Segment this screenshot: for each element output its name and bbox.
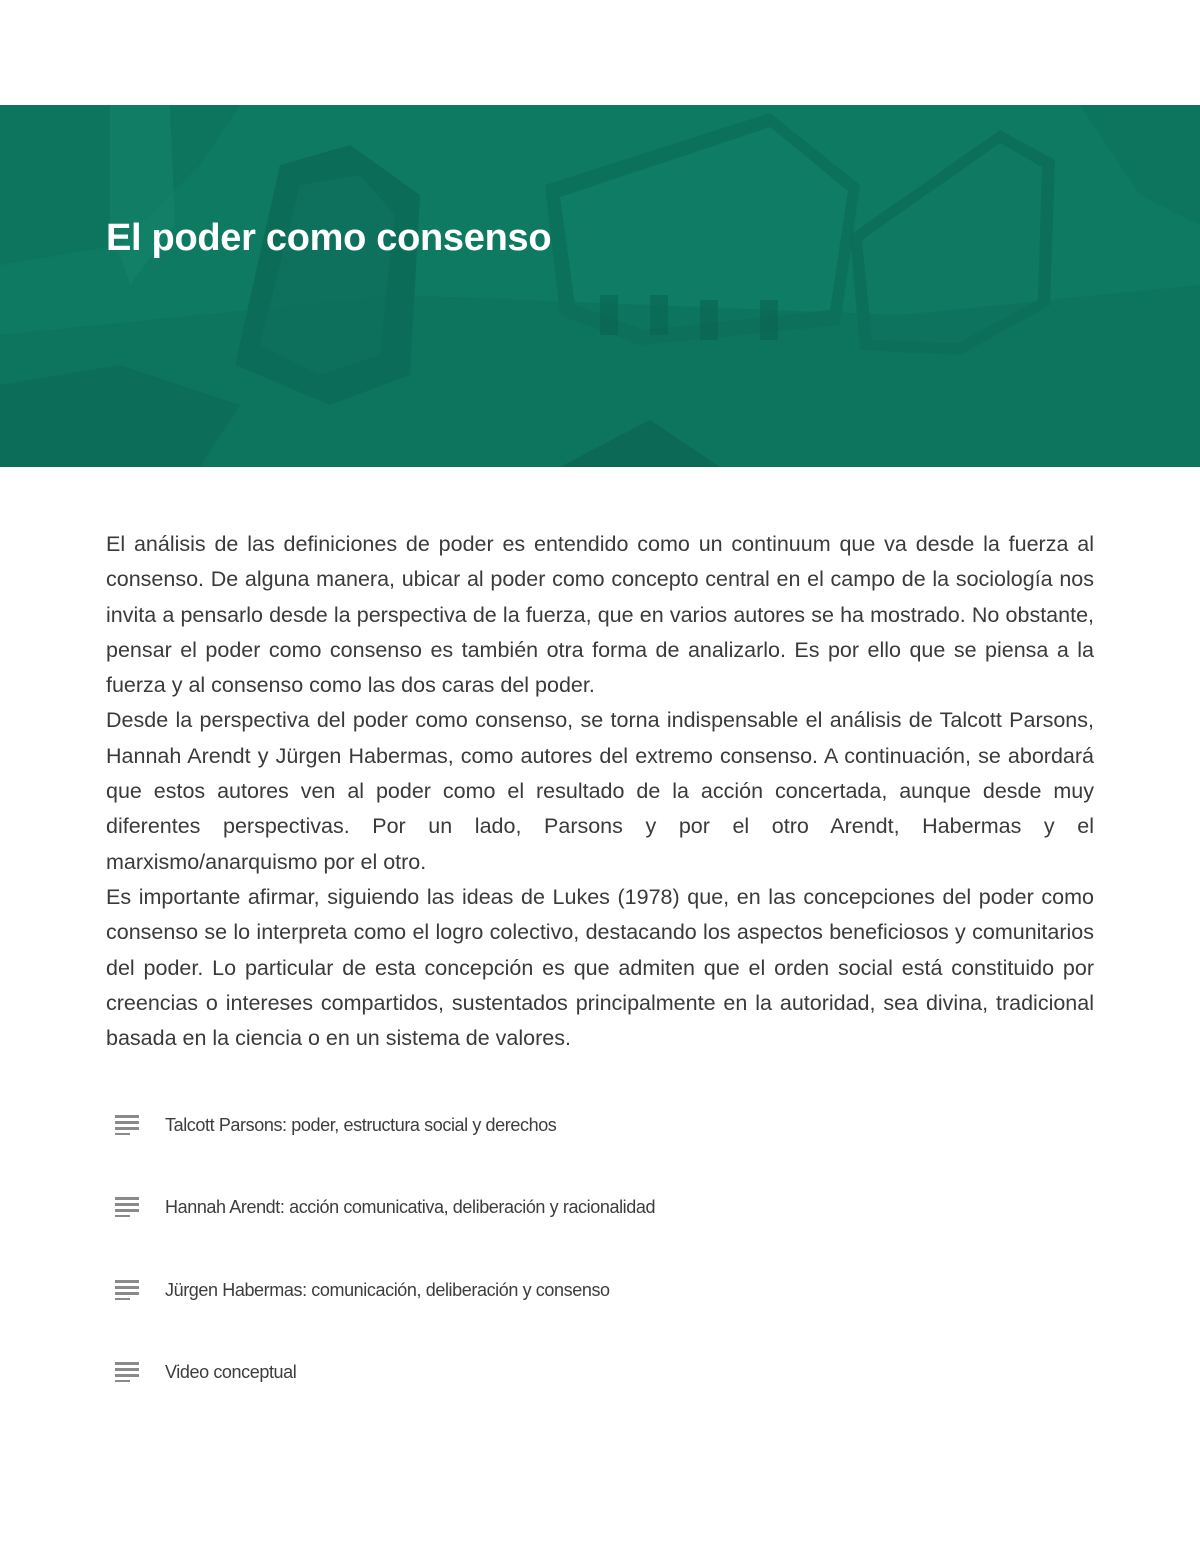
text-lines-icon (115, 1115, 141, 1135)
page-title: El poder como consenso (106, 217, 552, 259)
lesson-label: Talcott Parsons: poder, estructura social y derechos (165, 1115, 557, 1135)
paragraph: Es importante afirmar, siguiendo las ideas de Lukes (1978) que, en las concepciones del poder como consenso se lo interpreta como el logro colectivo, destacando los aspectos beneficiosos y comunitarios del poder. Lo particular de esta concepción es que admiten que el orden social está constituido por creencias o intereses compartidos, sustentados principalmente en la autoridad, sea divina, tradicional basada en la ciencia o en un sistema de valores. (106, 884, 1094, 1051)
hero-banner (0, 105, 1200, 467)
paragraph: Desde la perspectiva del poder como consenso, se torna indispensable el análisis de Talcott Parsons, Hannah Arendt y Jürgen Habermas, como autores del extremo consenso. A continuación, se abordará que estos autores ven al poder como el resultado de la acción concertada, aunque desde muy diferentes perspectivas. Por un lado, Parsons y por el otro Arendt, Habermas y el marxismo/anarquismo por el otro. (106, 708, 1094, 874)
lesson-label: Jürgen Habermas: comunicación, deliberación y consenso (165, 1279, 610, 1300)
lesson-label: Video conceptual (165, 1361, 297, 1382)
lesson-list (106, 1095, 1094, 1424)
paragraph: El análisis de las definiciones de poder es entendido como un continuum que va desde la fuerza al consenso. De alguna manera, ubicar al poder como concepto central en el campo de la sociología nos invita a pensarlo desde la perspectiva de la fuerza, que en varios autores se ha mostrado. No obstante, pensar el poder como consenso es también otra forma de analizarlo. Es por ello que se piensa a la fuerza y al consenso como las dos caras del poder. (106, 532, 1094, 698)
lesson-item-parsons[interactable] (106, 1095, 1094, 1177)
hero-background-image (0, 105, 1200, 467)
text-lines-icon (115, 1197, 141, 1217)
intro-text (106, 527, 1094, 1056)
lesson-item-arendt[interactable] (106, 1177, 1094, 1259)
lesson-item-video[interactable] (106, 1342, 1094, 1424)
text-lines-icon (115, 1362, 141, 1382)
text-lines-icon (115, 1280, 141, 1300)
lesson-label: Hannah Arendt: acción comunicativa, deliberación y racionalidad (165, 1197, 656, 1218)
lesson-item-habermas[interactable] (106, 1260, 1094, 1342)
